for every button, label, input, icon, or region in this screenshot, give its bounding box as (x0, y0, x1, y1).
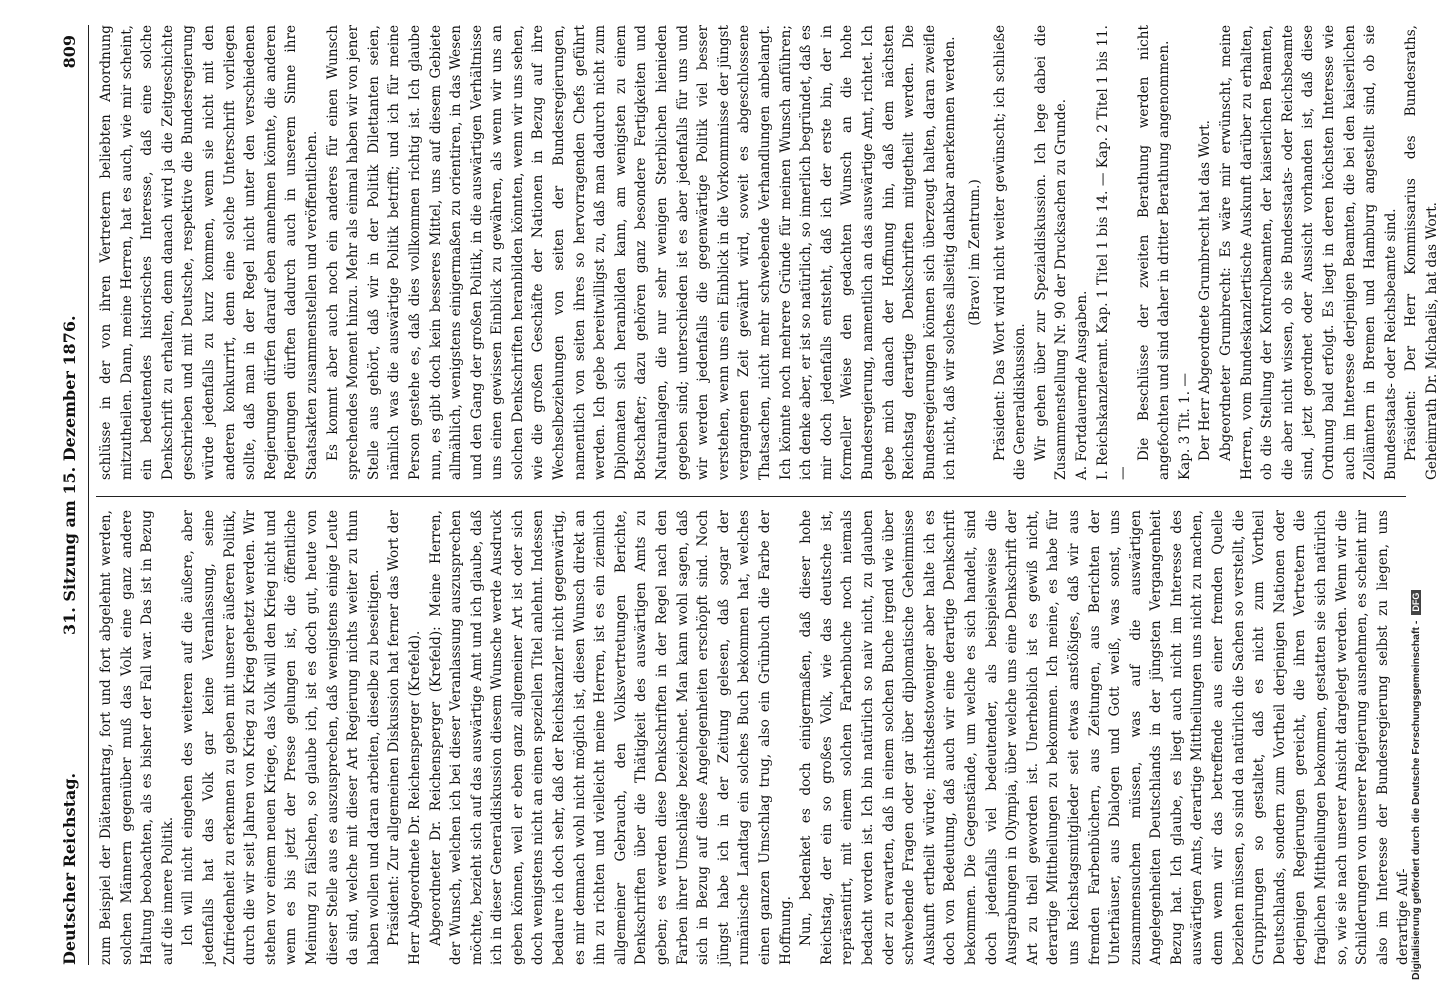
section-heading: A. Fortdauernde Ausgaben. (1073, 290, 1090, 480)
paragraph: Es kommt aber auch noch ein anderes für einen Wunsch sprechendes Moment hinzu. Mehr als einmal haben wir von jener Stelle aus gehört, daß wir in der Politik Dilettanten seien, nämlich was die auswärtige Politik betrifft; und ich für meine Person gestehe es, daß dies vollkommen richtig ist. Ich glaube nun, es gibt doch kein besseres Mittel, uns auf diesem Gebiete allmählich, wenigstens einigermaßen zu orientiren, in das Wesen und den Gang der großen Politik, in die auswärtigen Verhältnisse uns einen gewissen Einblick zu gewähren, als wenn wir uns an solchen Denkschriften heranbilden könnten, wenn wir uns sehen, wie die großen Geschäfte der Nationen in Bezug auf ihre Wechselbeziehungen von seiten der Bundesregierungen, namentlich von seiten ihres so hervorragenden Chefs geführt werden. Ich gebe bereitwilligst zu, daß man dadurch nicht zum Diplomaten sich heranbilden kann, am wenigsten zu einem Botschafter; dazu gehören ganz besondere Fertigkeiten und Naturanlagen, die nur sehr wenigen Sterblichen hienieden gegeben sind; unterschieden ist es aber jedenfalls für uns und wir werden jedenfalls die gegenwärtige Politik viel besser verstehen, wenn uns ein Einblick in die Vorkommnisse der jüngst vergangenen Zeit gewährt wird, soweit es abgeschlossene Thatsachen, nicht mehr schwebende Verhandlungen anbelangt. Ich könnte noch mehrere Gründe für meinen Wunsch anführen; ich denke aber, er ist so natürlich, so innerlich begründet, daß es mir doch jedenfalls entsteht, daß ich der erste bin, der in formeller Weise den gedachten Wunsch an die hohe Bundesregierung, namentlich an das auswärtige Amt, richtet. Ich gebe mich danach der Hoffnung hin, daß dem nächsten Reichstag derartige Denkschriften mitgetheilt werden. Die Bundesregierungen können sich überzeugt halten, daran zweifle ich nicht, daß wir solches allseitig dankbar anerkennen werden. (324, 25, 959, 480)
paragraph: Wir gehen über zur Spezialdiskussion. Ich lege dabei die Zusammenstellung Nr. 90 der Drucksachen zu Grunde. (1032, 25, 1070, 480)
running-head-title: Deutscher Reichstag. (60, 772, 79, 965)
page-number: 809 (60, 35, 79, 69)
header-rule (88, 25, 89, 965)
paragraph: Abgeordneter Grumbrecht: Es wäre mir erwünscht, meine Herren, vom Bundeskanzlertische Auskunft darüber zu erhalten, ob die Stellung der Kontrolbeamten, der kaiserlichen Beamten, die aber nicht wissen, ob sie Bundesstaats- oder Reichsbeamte sind, jetzt geordnet oder Aussicht vorhanden ist, daß diese Ordnung bald erfolgt. Es liegt in deren höchsten Interesse wie auch im Interesse derjenigen Beamten, die bei den kaiserlichen Zollämtern in Bremen und Hamburg angestellt sind, ob sie Bundesstaats- oder Reichsbeamte sind. (1218, 25, 1399, 480)
column-divider (96, 496, 1406, 497)
running-head (60, 25, 86, 965)
budget-item: I. Reichskanzleramt. Kap. 1 Titel 1 bis 14. — Kap. 2 Titel 1 bis 11. — (1094, 25, 1132, 480)
paragraph: Nun, bedenket es doch einigermaßen, daß dieser hohe Reichstag, der ein so großes Volk, wie das deutsche ist, repräsentirt, mit einem solchen Farbenbuche noch niemals bedacht worden ist. Ich bin natürlich so naiv nicht, zu glauben oder zu erwarten, daß in einem solchen Buche irgend wie über schwebende Fragen oder gar über diplomatische Geheimnisse Auskunft ertheilt würde; nichtsdestoweniger aber halte ich es doch von Bedeutung, daß auch wir eine derartige Denkschrift bekommen. Die Gegenstände, um welche es sich handelt, sind doch jedenfalls viel bedeutender, als beispielsweise die Ausgrabungen in Olympia, über welche uns eine Denkschrift der Art zu theil geworden ist. Unerheblich ist es gewiß nicht, derartige Mittheilungen zu bekommen. Ich meine, es habe für uns Reichstagsmitglieder seit etwas anstößiges, daß wir aus fremden Farbenbüchern, aus Zeitungen, aus Berichten der Unterhäuser, aus Dialogen und Gott weiß, was sonst, uns zusammensuchen müssen, was auf die auswärtigen Angelegenheiten Deutschlands in der jüngsten Vergangenheit Bezug hat. Ich glaube, es liegt auch nicht im Interesse des auswärtigen Amts, derartige Mittheilungen uns nicht zu machen, denn wenn wir das betreffende aus einer fremden Quelle beziehen müssen, so sind da natürlich die Sachen so verstellt, die Gruppirungen so gestaltet, daß es nicht zum Vortheil Deutschlands, sondern zum Vortheil derjenigen Nationen oder derjenigen Regierungen gereicht, die ihren Vertretern die fraglichen Mittheilungen bekommen, gestatten sie sich natürlich so, wie sie nach unserer Ansicht dargelegt werden. Wenn wir die Schilderungen von unserer Regierung ausnehmen, es scheint mir also im Interesse der Bundesregierung selbst zu liegen, uns derartige Auf- (798, 510, 1412, 965)
paragraph: Präsident: Der Herr Kommissarius des Bundesraths, Geheimrath Dr. Michaelis, hat das Wort. (1403, 25, 1440, 480)
digitization-credit (1410, 20, 1426, 980)
running-head-session: 31. Sitzung am 15. Dezember 1876. (60, 315, 79, 635)
right-text-column (96, 25, 1443, 480)
paragraph: Der Herr Abgeordnete Grumbrecht hat das Wort. (1197, 120, 1214, 461)
rotated-newspaper-page (60, 25, 1440, 965)
paragraph: Präsident: Das Wort wird nicht weiter gewünscht; ich schließe die Generaldiskussion. (991, 25, 1029, 480)
paragraph: Präsident: Zur allgemeinen Diskussion hat ferner das Wort der Herr Abgeordnete Dr. Reichensperger (Krefeld). (386, 510, 423, 965)
paragraph: schlüsse in der von ihren Vertretern beliebten Anordnung mitzutheilen. Dann, meine Herren, hat es auch, wie mir scheint, ein bedeutendes historisches Interesse, daß eine solche Denkschrift zu erhalten, denn danach wird ja die Zeitgeschichte geschrieben und mit Deutsche, respektive die Bundesregierung würde jedenfalls zu kurz kommen, wenn sie nicht mit den anderen konkurrirt, denn eine solche Unterschrift vorliegen sollte, daß man in der Regel nicht unter den verschiedenen Regierungen dürfen darauf eben annehmen könnte, die anderen Regierungen dürften dadurch auch in unserem Sinne ihre Staatsakten zusammenstellen und veröffentlichen. (98, 25, 320, 480)
applause-note: (Bravo! im Zentrum.) (966, 179, 983, 326)
dfg-logo: DFG (1411, 590, 1421, 615)
budget-item: Kap. 3 Tit. 1. — (1176, 373, 1193, 480)
credit-text: Digitalisierung gefördert durch die Deutsche Forschungsgemeinschaft - (1410, 620, 1422, 980)
paragraph: Abgeordneter Dr. Reichensperger (Krefeld): Meine Herren, der Wunsch, welchen ich bei dieser Veranlassung auszusprechen möchte, bezieht sich auf das auswärtige Amt und ich glaube, daß ich in dieser Generaldiskussion diesem Wunsche werde Ausdruck geben können, weil er eben ganz allgemeiner Art ist oder sich doch wenigstens nicht an einen speziellen Titel anlehnt. Indessen bedaure ich doch sehr, daß der Reichskanzler nicht gegenwärtig, es mir demnach wohl nicht möglich ist, diesen Wunsch direkt an ihn zu richten und vielleicht meine Herren, ist es ein ziemlich allgemeiner Gebrauch, den Volksvertretungen Berichte, Denkschriften über die Thätigkeit des auswärtigen Amts zu geben; es werden diese Denkschriften in der Regel nach den Farben ihrer Umschläge bezeichnet. Man kann wohl sagen, daß sich in Bezug auf diese Angelegenheiten erschöpft sind. Noch jüngst habe ich in der Zeitung gelesen, daß sogar der rumänische Landtag ein solches Buch bekommen hat, welches einen ganzen Umschlag trug, also ein Grünbuch die Farbe der Hoffnung. (427, 510, 794, 965)
paragraph: zum Beispiel der Diätenantrag, fort und fort abgelehnt werden, solchen Männern gegenüber muß das Volk eine ganz andere Haltung beobachten, als es bisher der Fall war. Das ist in Bezug auf die innere Politik. (98, 510, 176, 965)
paragraph: Ich will nicht eingehen des weiteren auf die äußere, aber jedenfalls hat das Volk gar keine Veranlassung, seine Zufriedenheit zu erkennen zu geben mit unserer äußeren Politik, durch die wir seit Jahren von Krieg zu Krieg gehetzt werden. Wir stehen vor einem neuen Kriege, das Volk will den Krieg nicht und wenn es bis jetzt der Presse gelungen ist, die öffentliche Meinung zu fälschen, so glaube ich, ist es doch gut, heute von dieser Stelle aus es auszusprechen, daß wenigstens einige Leute da sind, welche mit dieser Art Regierung nichts weiter zu thun haben wollen und daran arbeiten, dieselbe zu beseitigen. (180, 510, 382, 965)
left-text-column (96, 510, 1414, 965)
paragraph: Die Beschlüsse der zweiten Berathung werden nicht angefochten und sind daher in dritter Berathung angenommen. (1135, 25, 1173, 480)
